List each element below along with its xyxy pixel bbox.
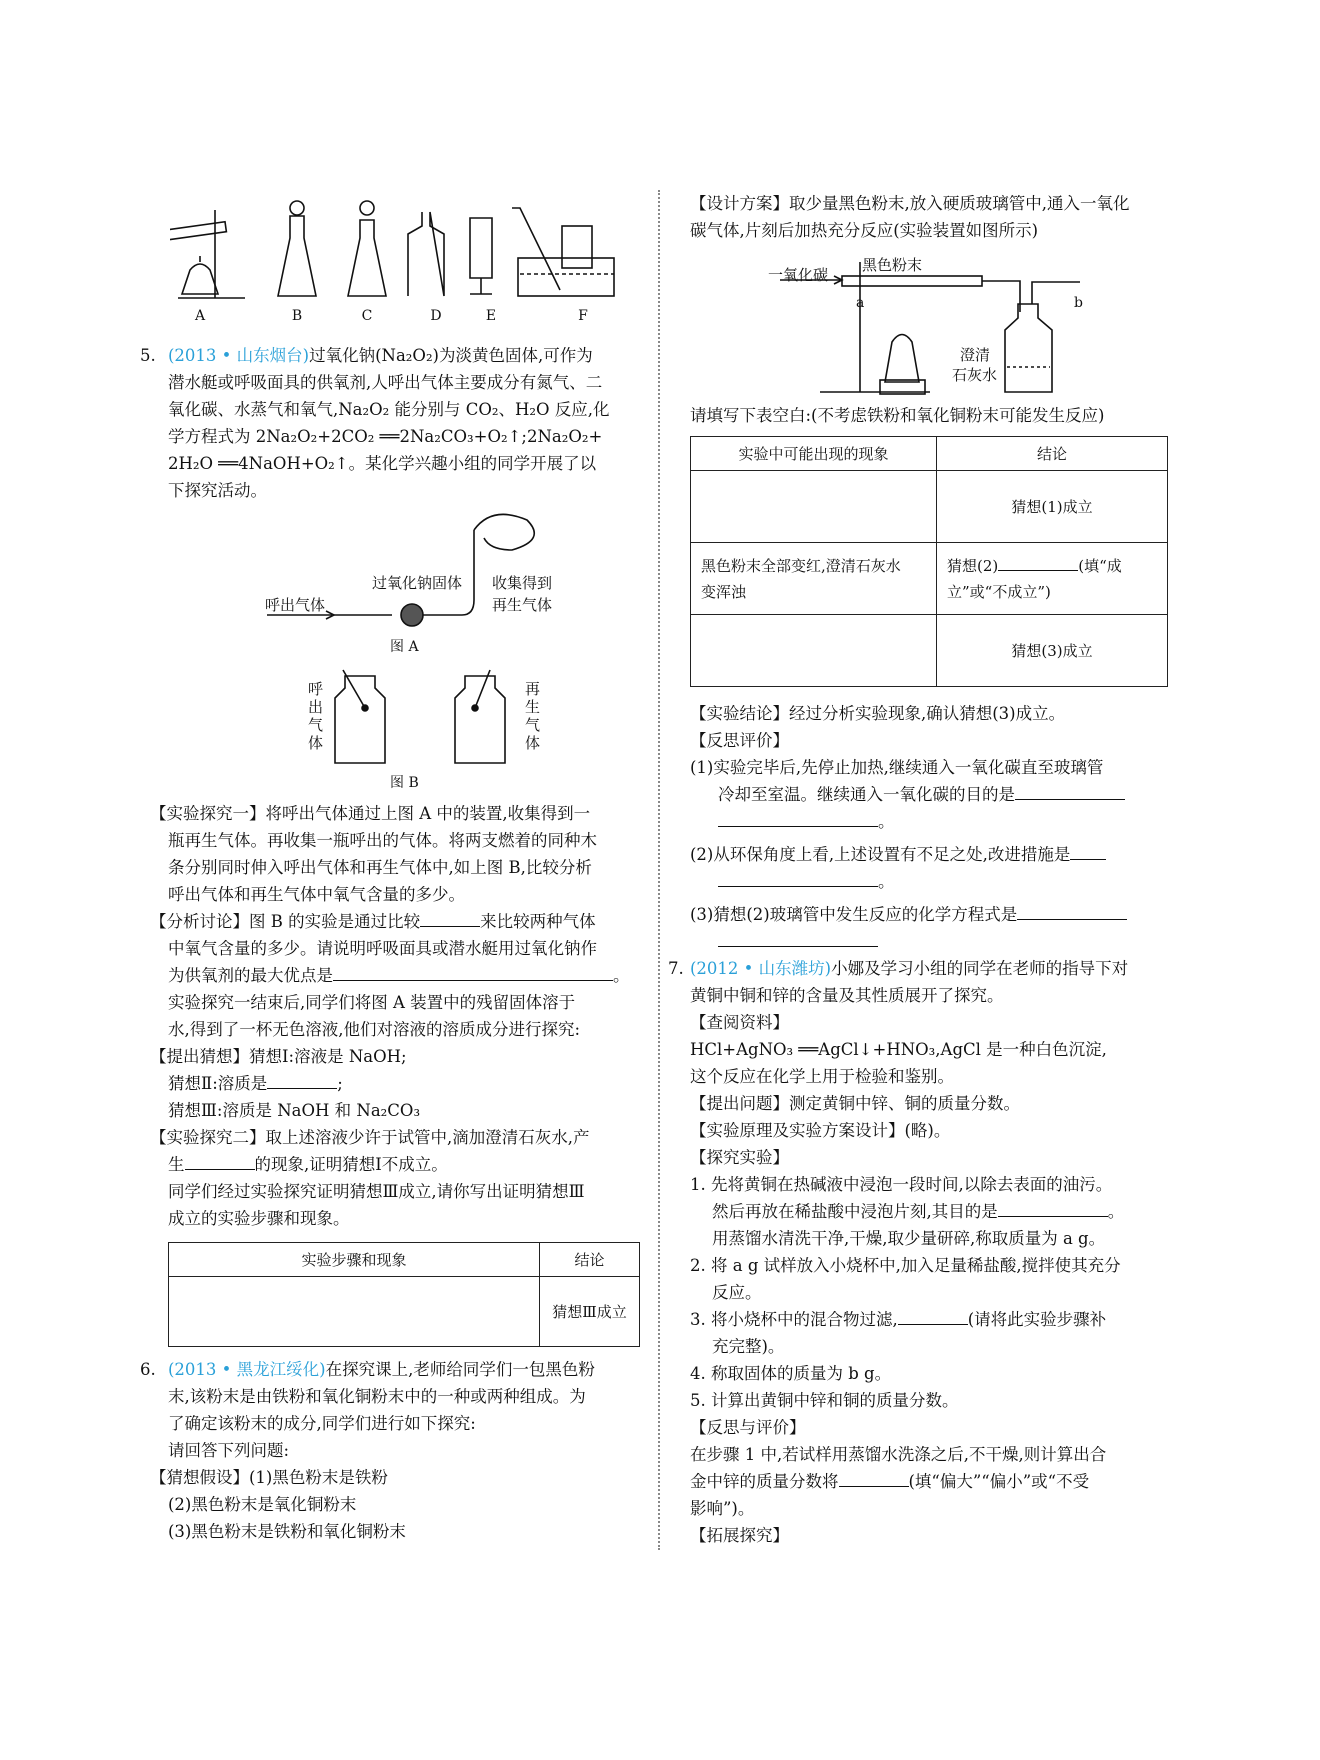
apparatus-label-b: B <box>291 308 303 324</box>
q6-line-5: (2)黑色粉末是氧化铜粉末 <box>168 1495 357 1514</box>
q5-table-h2: 结论 <box>540 1243 640 1277</box>
fig-b-caption: 图 B <box>390 775 419 791</box>
q6-table-r1c2: 猜想(1)成立 <box>937 471 1168 543</box>
q5-line-5: 下探究活动。 <box>168 481 267 500</box>
q5-discuss-3: 为供氧剂的最大优点是 。 <box>168 962 630 989</box>
blank-improvement[interactable] <box>1070 841 1106 860</box>
q6-line-1: 末,该粉末是由铁粉和氧化铜粉末中的一种或两种组成。为 <box>168 1387 586 1406</box>
fig-a-solid-label: 过氧化钠固体 <box>372 574 463 592</box>
q5-prove-2: 成立的实验步骤和现象。 <box>168 1209 350 1228</box>
q5-line-4: 2H₂O ══4NaOH+O₂↑。某化学兴趣小组的同学开展了以 <box>168 454 597 473</box>
q6-r3-a: (3)猜想(2)玻璃管中发生反应的化学方程式是 <box>690 901 1127 928</box>
blank-equation[interactable] <box>1017 901 1127 920</box>
q5-discuss-2: 中氧气含量的多少。请说明呼吸面具或潜水艇用过氧化钠作 <box>168 939 597 958</box>
q6-line-4: 【猜想假设】(1)黑色粉末是铁粉 <box>150 1468 388 1487</box>
q6-line-3: 请回答下列问题: <box>168 1441 290 1460</box>
q5-hyp-2: 猜想Ⅱ:溶质是 ; <box>168 1070 343 1097</box>
q6-line-6: (3)黑色粉末是铁粉和氧化铜粉末 <box>168 1522 406 1541</box>
q5-explore2-a: 【实验探究二】取上述溶液少许于试管中,滴加澄清石灰水,产 <box>150 1128 590 1147</box>
q7-principle: 【实验原理及实验方案设计】(略)。 <box>690 1121 951 1140</box>
q7-number: 7. <box>668 959 684 978</box>
q5-table-r1c2: 猜想Ⅲ成立 <box>540 1277 640 1347</box>
q7-line-1: (2012 • 山东潍坊)小娜及学习小组的同学在老师的指导下对 <box>690 959 1129 978</box>
q6-table-r3c1-answer[interactable] <box>691 615 937 687</box>
fig-a-port-label: a <box>856 295 865 311</box>
q7-eval-1: 在步骤 1 中,若试样用蒸馏水洗涤之后,不干燥,则计算出合 <box>690 1445 1107 1464</box>
column-divider <box>658 190 660 1550</box>
q7-step1-b: 然后再放在稀盐酸中浸泡片刻,其目的是 。 <box>712 1198 1124 1225</box>
q6-design-1: 【设计方案】取少量黑色粉末,放入硬质玻璃管中,通入一氧化 <box>690 194 1130 213</box>
fig-b-right-label: 再生气体 <box>525 680 541 752</box>
q6-r2-a: (2)从环保角度上看,上述设置有不足之处,改进措施是 <box>690 841 1106 868</box>
q5-table <box>168 1242 640 1347</box>
blank-advantage[interactable] <box>333 962 613 981</box>
apparatus-label-e: E <box>485 308 497 324</box>
q7-step5: 5. 计算出黄铜中锌和铜的质量分数。 <box>690 1391 959 1410</box>
q7-extension-heading: 【拓展探究】 <box>690 1526 789 1545</box>
q5-line-1: 潜水艇或呼吸面具的供氧剂,人呼出气体主要成分有氮气、二 <box>168 373 603 392</box>
q7-line-2: 黄铜中铜和锌的含量及其性质展开了探究。 <box>690 986 1004 1005</box>
q5-source: (2013 • 山东烟台) <box>168 346 310 365</box>
q7-eval-heading: 【反思与评价】 <box>690 1418 806 1437</box>
apparatus-label-a: A <box>194 308 206 324</box>
apparatus-label-d: D <box>430 308 442 324</box>
q7-step3-a: 3. 将小烧杯中的混合物过滤, (请将此实验步骤补 <box>690 1306 1106 1333</box>
blank-co-purpose-2[interactable] <box>718 808 878 827</box>
q7-step2-b: 反应。 <box>712 1283 762 1302</box>
q7-step4: 4. 称取固体的质量为 b g。 <box>690 1364 892 1383</box>
q7-eval-2: 金中锌的质量分数将 (填“偏大”“偏小”或“不受 <box>690 1468 1089 1495</box>
q5-line-2: 氧化碳、水蒸气和氧气,Na₂O₂ 能分别与 CO₂、H₂O 反应,化 <box>168 400 610 419</box>
blank-equation-2[interactable] <box>718 928 878 947</box>
q5-after-1: 实验探究一结束后,同学们将图 A 装置中的残留固体溶于 <box>168 993 576 1012</box>
blank-compare[interactable] <box>420 908 480 927</box>
q5-hyp-1: 【提出猜想】猜想Ⅰ:溶液是 NaOH; <box>150 1047 407 1066</box>
q7-step2-a: 2. 将 a g 试样放入小烧杯中,加入足量稀盐酸,搅拌使其充分 <box>690 1256 1121 1275</box>
fig-a-collect-label-1: 收集得到 <box>492 574 553 592</box>
q6-r1-b: 冷却至室温。继续通入一氧化碳的目的是 <box>718 781 1125 808</box>
q6-r1-c: 。 <box>718 808 895 835</box>
q6-table <box>690 436 1168 687</box>
q6-r3-b <box>718 928 878 955</box>
blank-hyp2-result[interactable] <box>998 552 1078 571</box>
fig-a-exhale-label: 呼出气体 <box>265 596 326 614</box>
q5-explore1-0: 【实验探究一】将呼出气体通过上图 A 中的装置,收集得到一 <box>150 804 591 823</box>
q6-reflect-heading: 【反思评价】 <box>690 731 789 750</box>
q6-r1-a: (1)实验完毕后,先停止加热,继续通入一氧化碳直至玻璃管 <box>690 758 1104 777</box>
fig-b-left-label: 呼出气体 <box>308 680 324 752</box>
q5-explore1-2: 条分别同时伸入呼出气体和再生气体中,如上图 B,比较分析 <box>168 858 592 877</box>
q6-table-r2c1: 黑色粉末全部变红,澄清石灰水 变浑浊 <box>691 543 937 615</box>
fig-b-port-label: b <box>1074 295 1083 311</box>
q7-step1-c: 用蒸馏水清洗干净,干燥,取少量研碎,称取质量为 a g。 <box>712 1229 1106 1248</box>
q6-table-r2c2: 猜想(2) (填“成 立”或“不成立”) <box>937 543 1168 615</box>
q6-line-2: 了确定该粉末的成分,同学们进行如下探究: <box>168 1414 476 1433</box>
fig-co-label: 一氧化碳 <box>768 266 829 284</box>
q6-conclusion: 【实验结论】经过分析实验现象,确认猜想(3)成立。 <box>690 704 1066 723</box>
q6-table-h2: 结论 <box>937 437 1168 471</box>
q6-source: (2013 • 黑龙江绥化) <box>168 1360 326 1379</box>
apparatus-figure <box>170 198 650 308</box>
co-apparatus-figure <box>780 252 1120 402</box>
q6-number: 6. <box>140 1360 156 1379</box>
q5-hyp-3: 猜想Ⅲ:溶质是 NaOH 和 Na₂CO₃ <box>168 1101 421 1120</box>
q7-info-heading: 【查阅资料】 <box>690 1013 789 1032</box>
fig-a-caption: 图 A <box>390 639 419 655</box>
blank-step3[interactable] <box>898 1306 968 1325</box>
fig-powder-label: 黑色粉末 <box>862 256 923 274</box>
q6-line-0: (2013 • 黑龙江绥化)在探究课上,老师给同学们一包黑色粉 <box>168 1360 595 1379</box>
q6-table-r3c2: 猜想(3)成立 <box>937 615 1168 687</box>
q5-table-h1: 实验步骤和现象 <box>169 1243 540 1277</box>
fig-lime-label-2: 石灰水 <box>952 366 998 384</box>
q6-design-2: 碳气体,片刻后加热充分反应(实验装置如图所示) <box>690 221 1039 240</box>
q5-number: 5. <box>140 346 156 365</box>
blank-improvement-2[interactable] <box>718 868 878 887</box>
blank-co-purpose[interactable] <box>1015 781 1125 800</box>
q7-source: (2012 • 山东潍坊) <box>690 959 832 978</box>
q7-eval-3: 影响”)。 <box>690 1499 755 1518</box>
blank-phenomenon[interactable] <box>185 1151 255 1170</box>
q6-table-h1: 实验中可能出现的现象 <box>691 437 937 471</box>
fig-a-collect-label-2: 再生气体 <box>492 596 553 614</box>
q5-table-answer-cell[interactable] <box>169 1277 540 1347</box>
apparatus-label-f: F <box>578 308 588 324</box>
apparatus-label-c: C <box>361 308 373 324</box>
q5-explore1-1: 瓶再生气体。再收集一瓶呼出的气体。将两支燃着的同种木 <box>168 831 597 850</box>
q7-info-1: HCl+AgNO₃ ══AgCl↓+HNO₃,AgCl 是一种白色沉淀, <box>690 1040 1107 1059</box>
blank-purpose[interactable] <box>998 1198 1108 1217</box>
q7-info-2: 这个反应在化学上用于检验和鉴别。 <box>690 1067 954 1086</box>
q5-explore1-3: 呼出气体和再生气体中氧气含量的多少。 <box>168 885 465 904</box>
q7-step1-a: 1. 先将黄铜在热碱液中浸泡一段时间,以除去表面的油污。 <box>690 1175 1113 1194</box>
fig-lime-label-1: 澄清 <box>960 346 991 364</box>
q7-explore-heading: 【探究实验】 <box>690 1148 789 1167</box>
q6-fill-instruction: 请填写下表空白:(不考虑铁粉和氧化铜粉末可能发生反应) <box>690 406 1105 425</box>
q6-r2-b: 。 <box>718 868 895 895</box>
q7-problem: 【提出问题】测定黄铜中锌、铜的质量分数。 <box>690 1094 1020 1113</box>
q5-prove-1: 同学们经过实验探究证明猜想Ⅲ成立,请你写出证明猜想Ⅲ <box>168 1182 585 1201</box>
q5-line-0: (2013 • 山东烟台)过氧化钠(Na₂O₂)为淡黄色固体,可作为 <box>168 346 593 365</box>
figure-b <box>325 668 525 768</box>
q7-step3-b: 充完整)。 <box>712 1337 785 1356</box>
blank-effect[interactable] <box>839 1468 909 1487</box>
q6-table-r1c1-answer[interactable] <box>691 471 937 543</box>
q5-line-3: 学方程式为 2Na₂O₂+2CO₂ ══2Na₂CO₃+O₂↑;2Na₂O₂+ <box>168 427 603 446</box>
q5-explore2-b: 生 的现象,证明猜想Ⅰ不成立。 <box>168 1151 448 1178</box>
q5-after-2: 水,得到了一杯无色溶液,他们对溶液的溶质成分进行探究: <box>168 1020 581 1039</box>
q5-discuss-1: 【分析讨论】图 B 的实验是通过比较 来比较两种气体 <box>150 908 596 935</box>
blank-hyp2[interactable] <box>267 1070 337 1089</box>
